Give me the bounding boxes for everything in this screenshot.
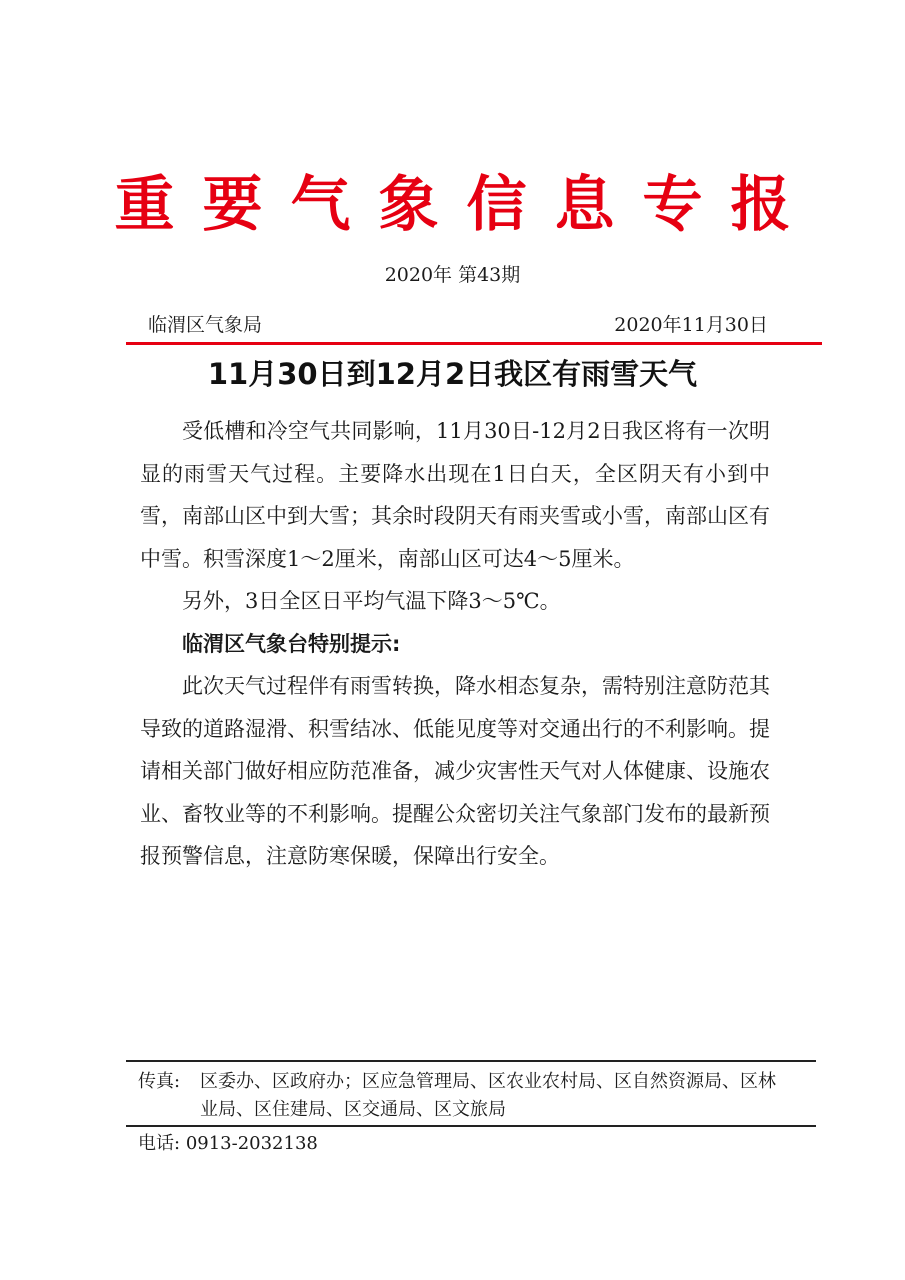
- phone-number: 0913-2032138: [185, 1133, 318, 1154]
- fax-recipients: 区委办、区政府办；区应急管理局、区农业农村局、区自然资源局、区林业局、区住建局、区交通局、区文旅局: [200, 1071, 776, 1120]
- footer-divider-bottom: [126, 1125, 816, 1127]
- issuer-row: [148, 312, 768, 338]
- notice-heading: 临渭区气象台特别提示:: [182, 631, 401, 656]
- fax-block: [138, 1068, 778, 1124]
- issue-number: 2020年 第43期: [384, 264, 521, 286]
- masthead-title: 重要气象信息专报: [114, 170, 819, 240]
- issuer-name: 临渭区气象局: [148, 314, 263, 336]
- notice-body: 此次天气过程伴有雨雪转换，降水相态复杂，需特别注意防范其导致的道路湿滑、积雪结冰、低能见度等对交通出行的不利影响。提请相关部门做好相应防范准备，减少灾害性天气对人体健康、设施农业、畜牧业等的不利影响。提醒公众密切关注气象部门发布的最新预报预警信息，注意防寒保暖，保障出行安全。: [140, 674, 770, 868]
- header-divider: [126, 342, 822, 345]
- body-text: [140, 410, 770, 878]
- phone-block: [138, 1130, 318, 1158]
- issue-date: 2020年11月30日: [614, 314, 768, 336]
- fax-label: 传真:: [138, 1071, 181, 1092]
- footer-divider-top: [126, 1060, 816, 1062]
- headline: 11月30日到12月2日我区有雨雪天气: [207, 357, 698, 391]
- paragraph-forecast: 受低槽和冷空气共同影响，11月30日-12月2日我区将有一次明显的雨雪天气过程。主要降水出现在1日白天，全区阴天有小到中雪，南部山区中到大雪；其余时段阴天有雨夹雪或小雪，南部山区有中雪。积雪深度1～2厘米，南部山区可达4～5厘米。: [140, 419, 770, 571]
- paragraph-temperature: 另外，3日全区日平均气温下降3～5℃。: [182, 589, 561, 613]
- phone-label: 电话:: [138, 1133, 181, 1154]
